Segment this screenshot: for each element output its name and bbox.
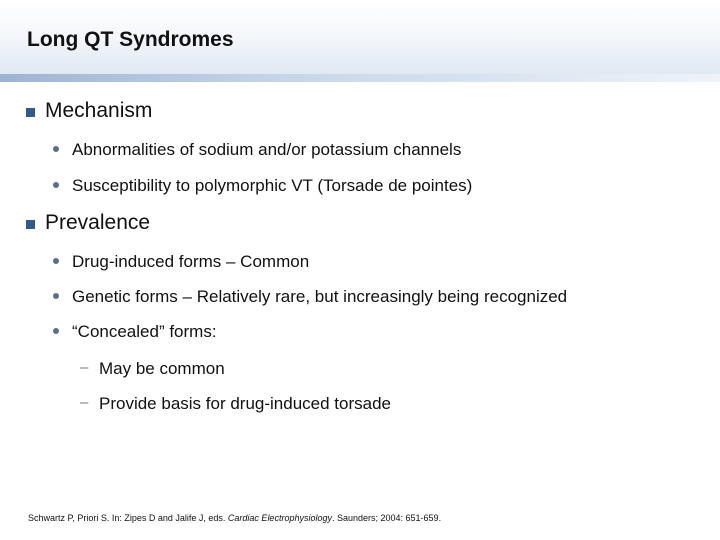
dash-bullet-icon: – xyxy=(80,359,89,376)
dot-bullet-icon xyxy=(53,258,59,264)
bullet-label: Prevalence xyxy=(45,211,151,234)
square-bullet-icon xyxy=(26,108,35,117)
bullet-label: Mechanism xyxy=(45,99,153,122)
sub-bullet-text: Abnormalities of sodium and/or potassium channels xyxy=(72,140,462,159)
sub-sub-bullet-text: May be common xyxy=(99,359,225,378)
sub-bullet-text: Susceptibility to polymorphic VT (Torsade de pointes) xyxy=(72,176,473,195)
citation-prefix: Schwartz P, Priori S. In: Zipes D and Jalife J, eds. xyxy=(28,513,228,523)
header-rule xyxy=(0,74,720,82)
dot-bullet-icon xyxy=(53,146,59,152)
slide-title: Long QT Syndromes xyxy=(27,28,234,51)
citation xyxy=(28,513,441,523)
citation-suffix: . Saunders; 2004: 651-659. xyxy=(331,513,442,523)
sub-bullet-text: Genetic forms – Relatively rare, but increasingly being recognized xyxy=(72,287,568,306)
sub-bullet-text: “Concealed” forms: xyxy=(72,322,217,341)
dot-bullet-icon xyxy=(53,182,59,188)
sub-bullet-text: Drug-induced forms – Common xyxy=(72,252,310,271)
sub-sub-bullet-text: Provide basis for drug-induced torsade xyxy=(99,394,391,413)
square-bullet-icon xyxy=(26,220,35,229)
citation-journal: Cardiac Electrophysiology xyxy=(227,513,332,523)
dot-bullet-icon xyxy=(53,293,59,299)
dot-bullet-icon xyxy=(53,328,59,334)
dash-bullet-icon: – xyxy=(80,394,89,411)
